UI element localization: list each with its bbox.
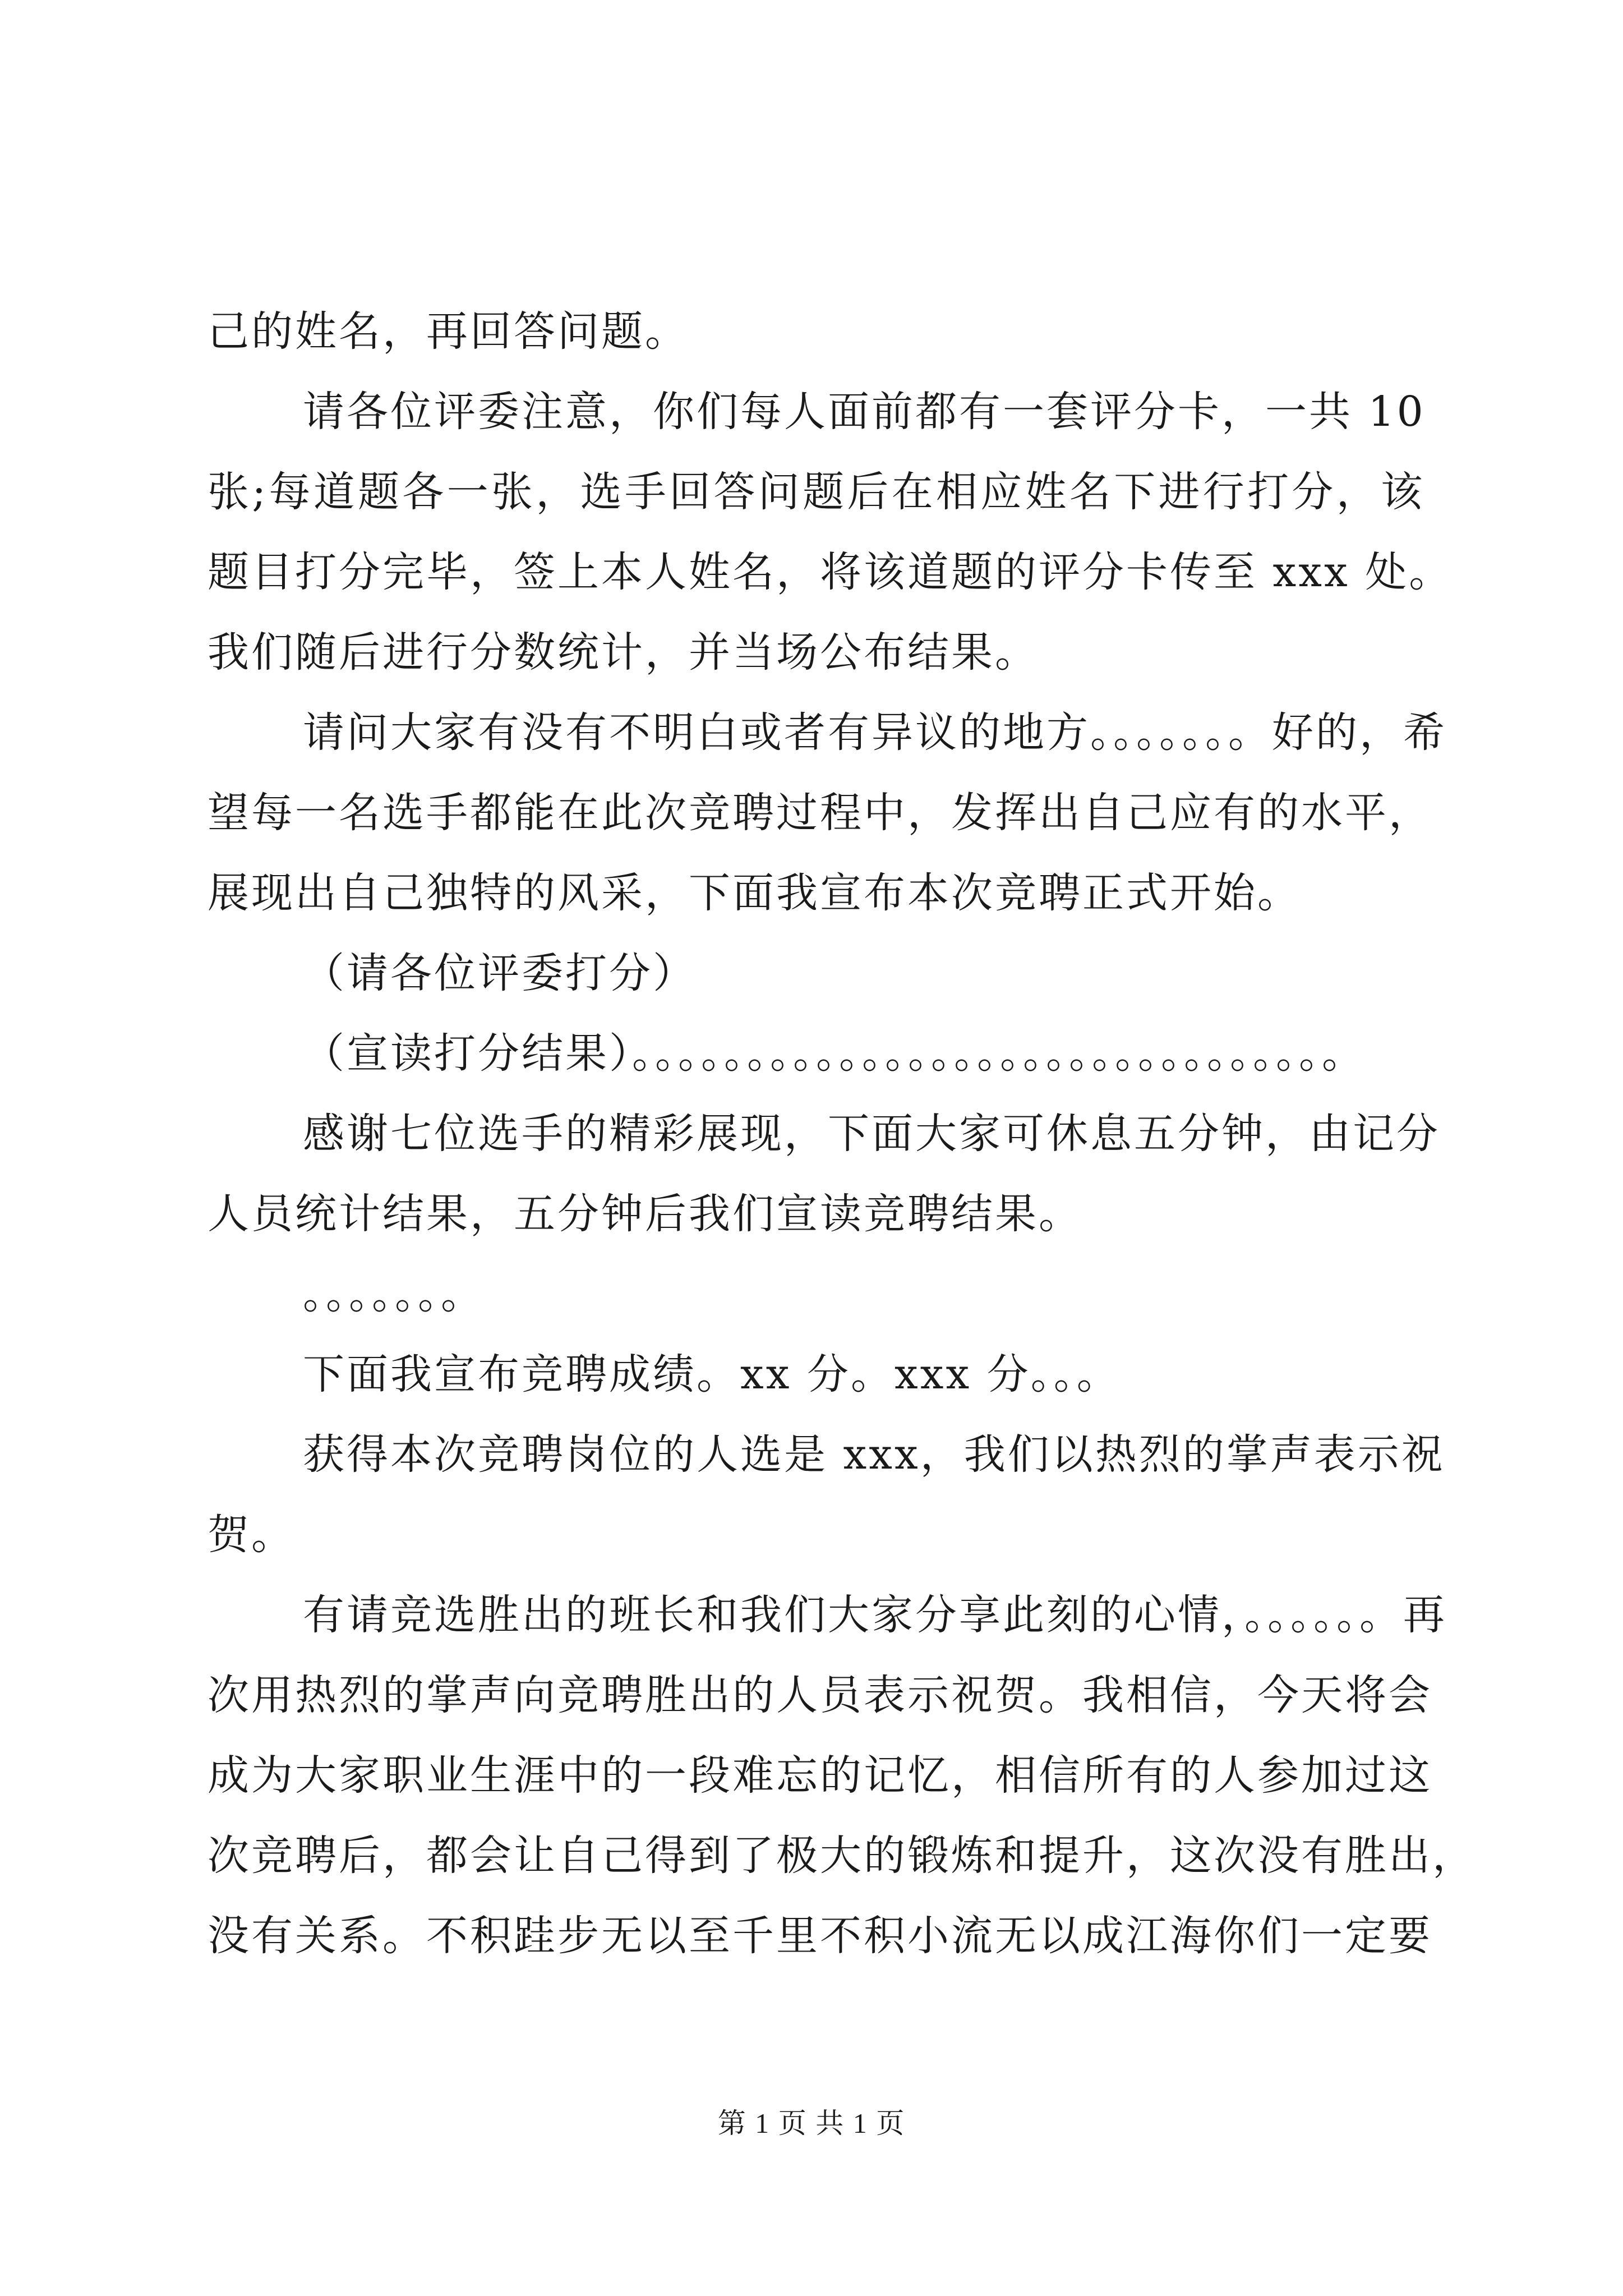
text-line: 题目打分完毕，签上本人姓名，将该道题的评分卡传至 xxx 处。 — [208, 548, 1453, 596]
text-line: 人员统计结果，五分钟后我们宣读竞聘结果。 — [208, 1190, 1082, 1238]
text-line: 贺。 — [208, 1511, 295, 1559]
text-line: 望每一名选手都能在此次竞聘过程中，发挥出自己应有的水平， — [208, 789, 1432, 837]
text-line: 获得本次竞聘岗位的人选是 xxx，我们以热烈的掌声表示祝 — [303, 1430, 1445, 1479]
text-line: 感谢七位选手的精彩展现，下面大家可休息五分钟，由记分 — [303, 1110, 1440, 1158]
text-line: 请问大家有没有不明白或者有异议的地方。。。。。。。好的，希 — [303, 708, 1447, 757]
text-line: 张;每道题各一张，选手回答问题后在相应姓名下进行打分，该 — [208, 468, 1424, 516]
text-line: 有请竞选胜出的班长和我们大家分享此刻的心情，。。。。。。再 — [303, 1591, 1447, 1639]
page-number-footer: 第 1 页 共 1 页 — [717, 2108, 906, 2139]
text-line: 请各位评委注意，你们每人面前都有一套评分卡，一共 10 — [303, 388, 1426, 436]
text-line: （宣读打分结果）。。。。。。。。。。。。。。。。。。。。。。。。。。。。。。。 — [303, 1029, 1366, 1078]
text-line: 。。。。。。。 — [303, 1270, 485, 1318]
text-line: 次竞聘后，都会让自己得到了极大的锻炼和提升，这次没有胜出， — [208, 1832, 1476, 1880]
text-line: 己的姓名，再回答问题。 — [208, 307, 689, 356]
text-line: 展现出自己独特的风采，下面我宣布本次竞聘正式开始。 — [208, 869, 1301, 917]
text-line: 我们随后进行分数统计，并当场公布结果。 — [208, 628, 1039, 677]
text-line: 没有关系。不积跬步无以至千里不积小流无以成江海你们一定要 — [208, 1912, 1432, 1960]
text-line: 次用热烈的掌声向竞聘胜出的人员表示祝贺。我相信，今天将会 — [208, 1671, 1432, 1719]
text-line: （请各位评委打分） — [303, 949, 697, 997]
document-body — [208, 292, 1476, 1976]
text-line: 成为大家职业生涯中的一段难忘的记忆，相信所有的人参加过这 — [208, 1751, 1432, 1800]
text-line: 下面我宣布竞聘成绩。xx 分。xxx 分。。。 — [303, 1350, 1121, 1398]
